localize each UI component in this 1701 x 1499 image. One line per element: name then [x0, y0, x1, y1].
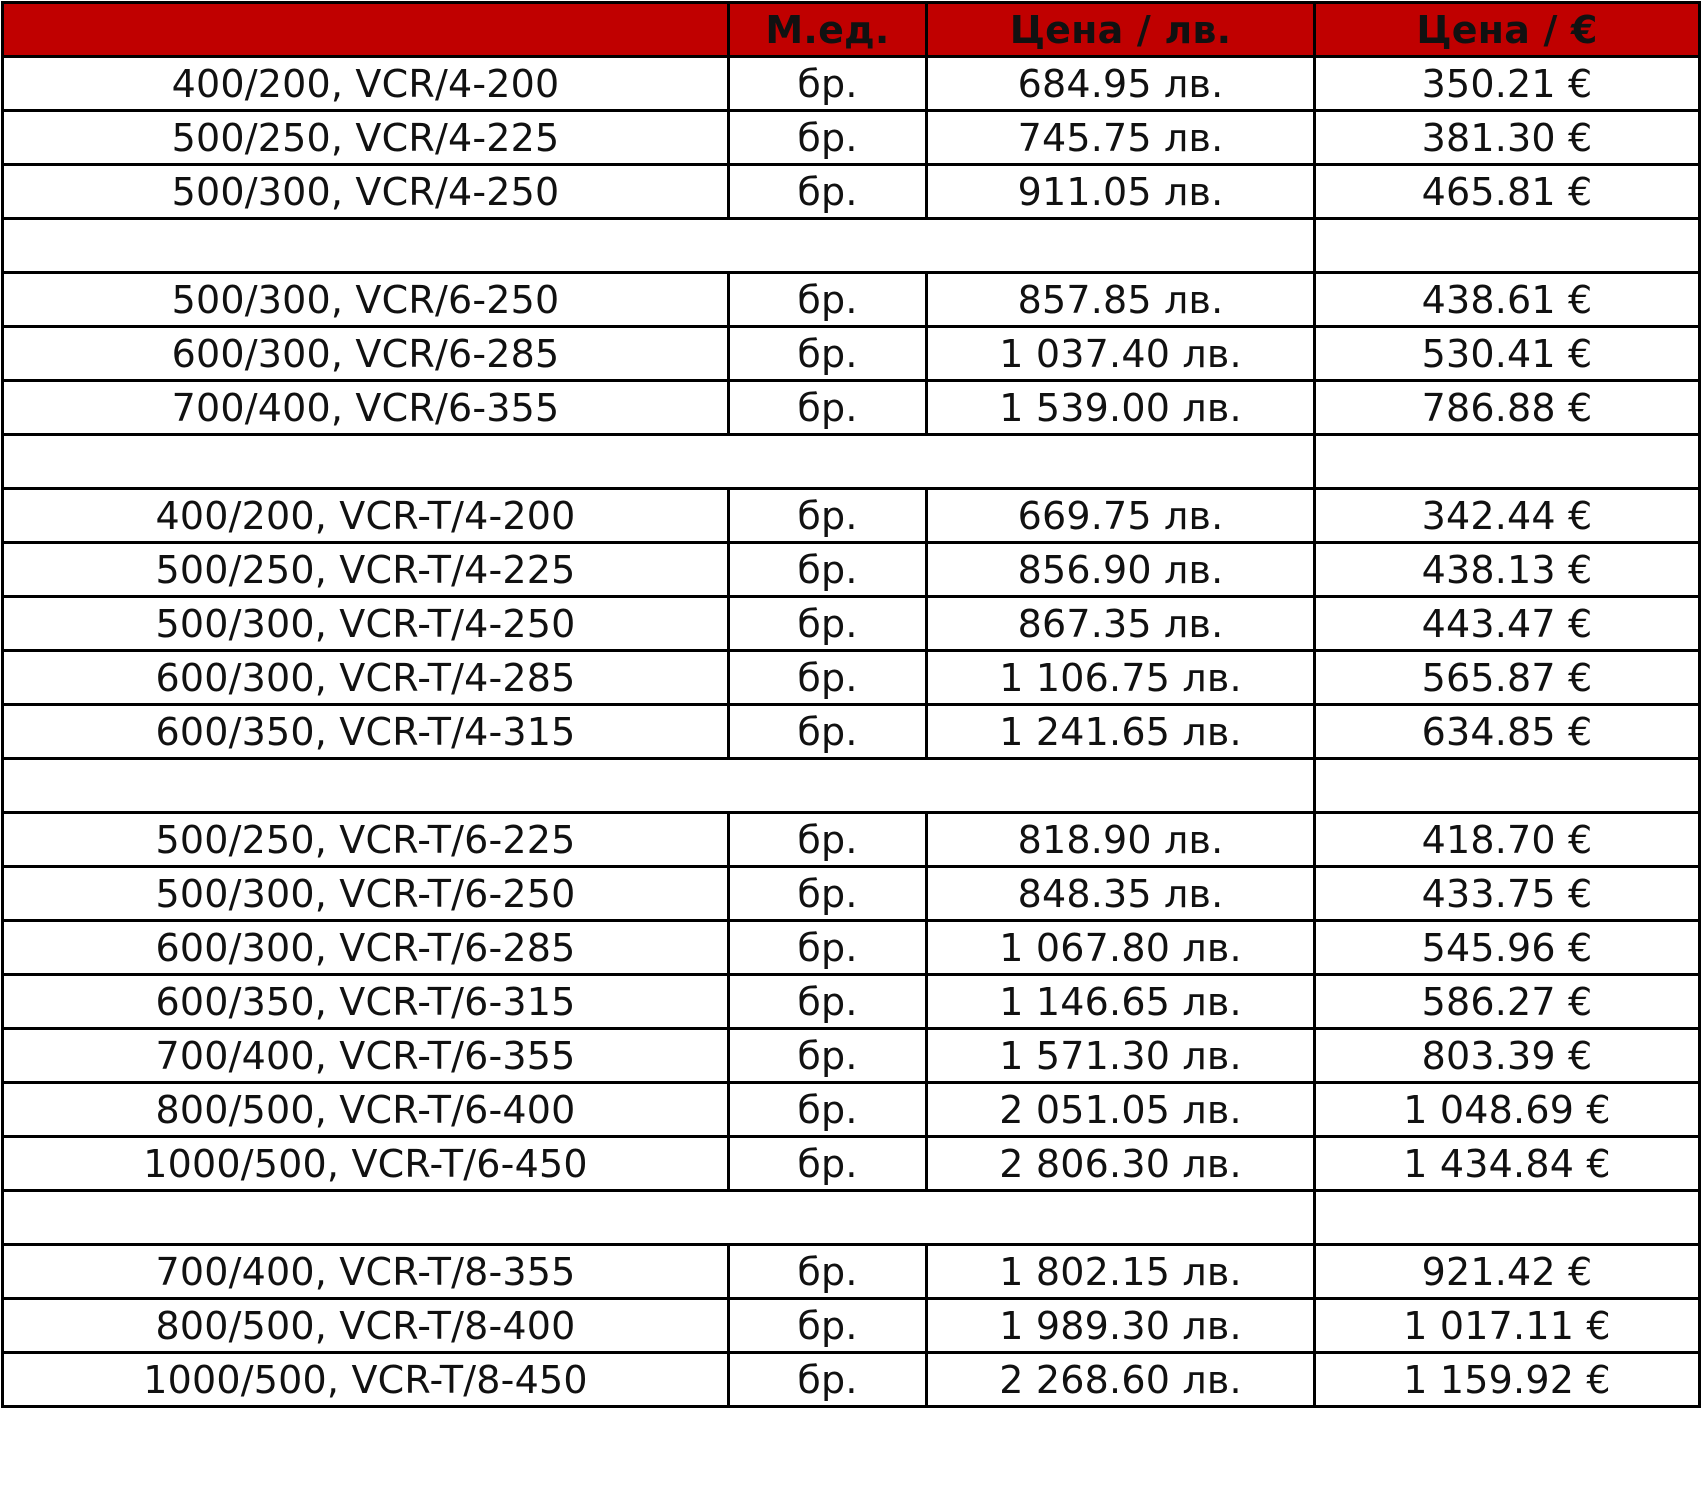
price-eur-cell: 433.75 € [1315, 867, 1700, 921]
product-cell: 600/350, VCR-T/4-315 [3, 705, 729, 759]
price-eur-cell: 634.85 € [1315, 705, 1700, 759]
price-eur-cell: 381.30 € [1315, 111, 1700, 165]
table-row [3, 921, 1700, 975]
unit-cell: бр. [729, 381, 927, 435]
price-bgn-cell: 1 067.80 лв. [927, 921, 1315, 975]
product-cell: 500/250, VCR/4-225 [3, 111, 729, 165]
separator-cell [1315, 1191, 1700, 1245]
table-row [3, 705, 1700, 759]
table-row [3, 1137, 1700, 1191]
unit-cell: бр. [729, 1137, 927, 1191]
table-row [3, 1299, 1700, 1353]
separator-cell [3, 219, 1315, 273]
product-cell: 600/350, VCR-T/6-315 [3, 975, 729, 1029]
unit-cell: бр. [729, 327, 927, 381]
price-eur-cell: 1 434.84 € [1315, 1137, 1700, 1191]
table-row [3, 1353, 1700, 1407]
unit-cell: бр. [729, 1245, 927, 1299]
price-table [1, 1, 1701, 1408]
price-eur-cell: 418.70 € [1315, 813, 1700, 867]
product-cell: 500/300, VCR/4-250 [3, 165, 729, 219]
unit-cell: бр. [729, 543, 927, 597]
group-separator-row [3, 435, 1700, 489]
table-row [3, 57, 1700, 111]
unit-cell: бр. [729, 975, 927, 1029]
price-bgn-cell: 1 037.40 лв. [927, 327, 1315, 381]
unit-cell: бр. [729, 1299, 927, 1353]
price-eur-cell: 1 017.11 € [1315, 1299, 1700, 1353]
price-eur-cell: 803.39 € [1315, 1029, 1700, 1083]
price-bgn-cell: 745.75 лв. [927, 111, 1315, 165]
unit-cell: бр. [729, 489, 927, 543]
separator-cell [1315, 759, 1700, 813]
price-bgn-cell: 818.90 лв. [927, 813, 1315, 867]
product-cell: 700/400, VCR-T/6-355 [3, 1029, 729, 1083]
price-bgn-cell: 669.75 лв. [927, 489, 1315, 543]
price-eur-cell: 342.44 € [1315, 489, 1700, 543]
product-cell: 1000/500, VCR-T/6-450 [3, 1137, 729, 1191]
header-unit: М.ед. [729, 3, 927, 57]
table-row [3, 975, 1700, 1029]
table-row [3, 651, 1700, 705]
price-eur-cell: 921.42 € [1315, 1245, 1700, 1299]
price-eur-cell: 438.13 € [1315, 543, 1700, 597]
price-bgn-cell: 848.35 лв. [927, 867, 1315, 921]
price-bgn-cell: 1 539.00 лв. [927, 381, 1315, 435]
product-cell: 800/500, VCR-T/8-400 [3, 1299, 729, 1353]
unit-cell: бр. [729, 705, 927, 759]
product-cell: 700/400, VCR-T/8-355 [3, 1245, 729, 1299]
table-header [3, 3, 1700, 57]
price-bgn-cell: 911.05 лв. [927, 165, 1315, 219]
product-cell: 600/300, VCR-T/4-285 [3, 651, 729, 705]
table-row [3, 1029, 1700, 1083]
table-row [3, 165, 1700, 219]
unit-cell: бр. [729, 57, 927, 111]
table-row [3, 489, 1700, 543]
price-bgn-cell: 1 146.65 лв. [927, 975, 1315, 1029]
unit-cell: бр. [729, 165, 927, 219]
product-cell: 500/250, VCR-T/6-225 [3, 813, 729, 867]
table-row [3, 111, 1700, 165]
table-row [3, 867, 1700, 921]
table-row [3, 1245, 1700, 1299]
unit-cell: бр. [729, 867, 927, 921]
group-separator-row [3, 759, 1700, 813]
header-row [3, 3, 1700, 57]
table-row [3, 381, 1700, 435]
product-cell: 600/300, VCR-T/6-285 [3, 921, 729, 975]
price-bgn-cell: 1 802.15 лв. [927, 1245, 1315, 1299]
unit-cell: бр. [729, 1083, 927, 1137]
price-eur-cell: 443.47 € [1315, 597, 1700, 651]
separator-cell [3, 1191, 1315, 1245]
price-eur-cell: 1 048.69 € [1315, 1083, 1700, 1137]
separator-cell [1315, 219, 1700, 273]
product-cell: 400/200, VCR/4-200 [3, 57, 729, 111]
table-row [3, 273, 1700, 327]
header-price-eur: Цена / € [1315, 3, 1700, 57]
price-bgn-cell: 1 106.75 лв. [927, 651, 1315, 705]
product-cell: 400/200, VCR-T/4-200 [3, 489, 729, 543]
header-price-bgn: Цена / лв. [927, 3, 1315, 57]
price-bgn-cell: 857.85 лв. [927, 273, 1315, 327]
product-cell: 700/400, VCR/6-355 [3, 381, 729, 435]
separator-cell [3, 759, 1315, 813]
product-cell: 1000/500, VCR-T/8-450 [3, 1353, 729, 1407]
price-bgn-cell: 867.35 лв. [927, 597, 1315, 651]
table-row [3, 597, 1700, 651]
price-eur-cell: 530.41 € [1315, 327, 1700, 381]
table-row [3, 543, 1700, 597]
price-bgn-cell: 1 241.65 лв. [927, 705, 1315, 759]
price-eur-cell: 565.87 € [1315, 651, 1700, 705]
unit-cell: бр. [729, 813, 927, 867]
product-cell: 500/300, VCR-T/6-250 [3, 867, 729, 921]
price-bgn-cell: 1 571.30 лв. [927, 1029, 1315, 1083]
unit-cell: бр. [729, 1353, 927, 1407]
price-bgn-cell: 2 806.30 лв. [927, 1137, 1315, 1191]
product-cell: 500/300, VCR-T/4-250 [3, 597, 729, 651]
price-eur-cell: 438.61 € [1315, 273, 1700, 327]
price-eur-cell: 586.27 € [1315, 975, 1700, 1029]
table-row [3, 813, 1700, 867]
unit-cell: бр. [729, 651, 927, 705]
unit-cell: бр. [729, 597, 927, 651]
product-cell: 800/500, VCR-T/6-400 [3, 1083, 729, 1137]
table-body [3, 57, 1700, 1407]
unit-cell: бр. [729, 111, 927, 165]
price-eur-cell: 1 159.92 € [1315, 1353, 1700, 1407]
price-eur-cell: 350.21 € [1315, 57, 1700, 111]
price-bgn-cell: 1 989.30 лв. [927, 1299, 1315, 1353]
price-eur-cell: 786.88 € [1315, 381, 1700, 435]
group-separator-row [3, 219, 1700, 273]
unit-cell: бр. [729, 1029, 927, 1083]
price-bgn-cell: 2 268.60 лв. [927, 1353, 1315, 1407]
product-cell: 600/300, VCR/6-285 [3, 327, 729, 381]
group-separator-row [3, 1191, 1700, 1245]
table-row [3, 1083, 1700, 1137]
separator-cell [3, 435, 1315, 489]
header-product [3, 3, 729, 57]
unit-cell: бр. [729, 273, 927, 327]
product-cell: 500/300, VCR/6-250 [3, 273, 729, 327]
price-eur-cell: 465.81 € [1315, 165, 1700, 219]
separator-cell [1315, 435, 1700, 489]
unit-cell: бр. [729, 921, 927, 975]
table-row [3, 327, 1700, 381]
price-bgn-cell: 684.95 лв. [927, 57, 1315, 111]
product-cell: 500/250, VCR-T/4-225 [3, 543, 729, 597]
price-bgn-cell: 856.90 лв. [927, 543, 1315, 597]
price-bgn-cell: 2 051.05 лв. [927, 1083, 1315, 1137]
price-eur-cell: 545.96 € [1315, 921, 1700, 975]
